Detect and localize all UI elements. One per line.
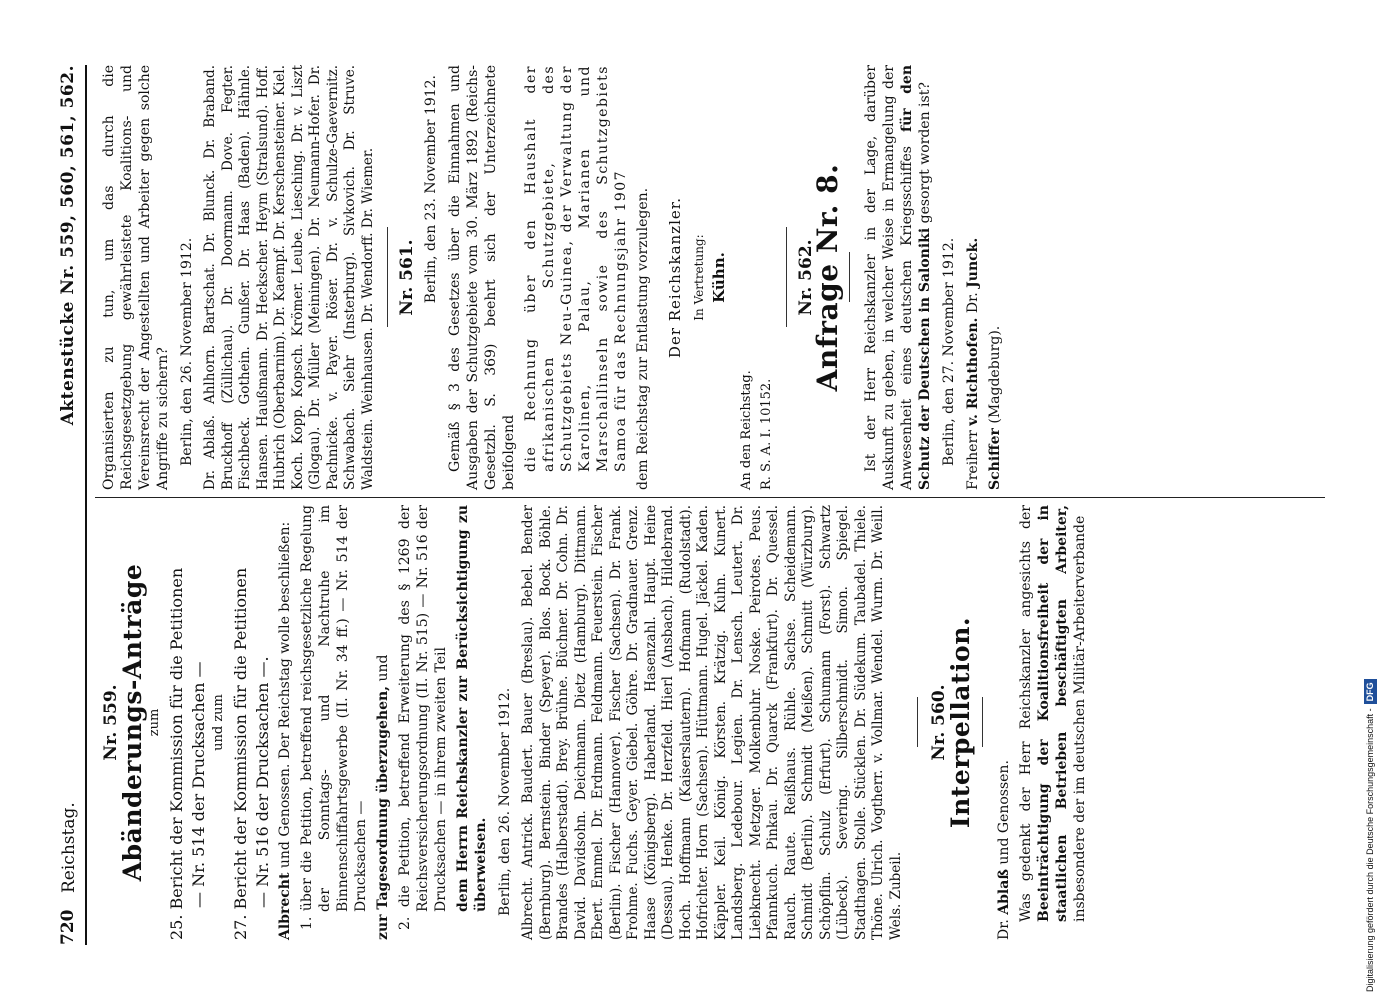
dfg-logo: DFG xyxy=(1364,679,1377,704)
motion-point-2-resolution: dem Herrn Reichskanzler zur Berücksichtigung zu überweisen. xyxy=(455,505,489,912)
paragraph-561: Gemäß § 3 des Gesetzes über die Einnahmen und Ausgaben der Schutzgebiete vom 30. März 1892 (Reichs-Gesetzbl. S. 369) beehrt sich der Unterzeichnete beifolgend xyxy=(447,65,517,490)
question-pre: Ist der Herr Reichskanzler in der Lage, darüber Auskunft zu geben, in welcher Weise in Ermangelung der Anwesenheit eines deutschen Kriegsschiffes xyxy=(863,65,915,490)
sig-prefix: Freiherr xyxy=(965,425,981,490)
separator-rule xyxy=(387,228,388,328)
credit-text: Digitalisierung gefördert durch die Deutsche Forschungsgemeinschaft - xyxy=(1365,708,1375,992)
paragraph-561-tail: dem Reichstag zur Entlastung vorzulegen. xyxy=(635,187,651,490)
sig-name-3: Schiffer xyxy=(987,428,1003,490)
interpellation-bold: Beeinträchtigung der Koalitionsfreiheit der in staatlichen Betrieben beschäftigten Arbeiter, xyxy=(1036,505,1070,922)
section-number-560: Nr. 560. xyxy=(929,684,949,761)
motion-point-1-tail: und xyxy=(375,654,391,686)
sig-tail: (Magdeburg). xyxy=(987,325,1003,429)
interpellation-pre: Was gedenkt der Herr Reichskanzler angesichts der xyxy=(1018,505,1034,922)
motion-point-1-resolution xyxy=(374,505,392,940)
motion-author: Albrecht xyxy=(277,872,293,940)
date-560: Berlin, den 26. November 1912. xyxy=(179,237,195,466)
paragraph-561-spaced: die Rechnung über den Haushalt der afrikanischen Schutzgebiete, des Schutzgebiets Neu-Guinea, der Verwaltung der Karolinen, Palau, Marianen und Marschallinseln sowie des Schutzgebiets Samoa für das Rechnungsjahr 1907 xyxy=(523,65,629,472)
report-25-title: 25. Bericht der Kommission für die Petitionen xyxy=(167,567,186,940)
date-562: Berlin, den 27. November 1912. xyxy=(941,237,957,466)
question-bold: für den Schutz der Deutschen in Saloniki xyxy=(899,65,933,490)
separator-rule xyxy=(917,698,918,748)
separator-rule-short xyxy=(982,698,983,748)
report-25-reference: — Nr. 514 der Drucksachen — xyxy=(189,661,208,908)
sig-name-1: v. Richthofen. xyxy=(965,317,981,426)
address-line-1: An den Reichstag. xyxy=(739,370,754,490)
motion-point-2-text: 2. die Petition, betreffend Erweiterung des § 1269 der Reichsversicherungsordnung (II. Nr. 515) — Nr. 516 der Drucksachen — in ihrem zweiten Teil xyxy=(397,505,449,930)
motion-point-2 xyxy=(396,505,450,940)
right-column xyxy=(96,65,1326,490)
page-header xyxy=(55,65,87,945)
section-heading-559: Abänderungs-Anträge xyxy=(118,563,147,882)
address-line-2: R. S. A. I. 10152. xyxy=(759,378,774,490)
connector-und-zum: und zum xyxy=(211,694,226,751)
section-number-561: Nr. 561. xyxy=(397,239,417,316)
signatories-562-line2 xyxy=(986,65,1004,490)
motion-intro-text: und Genossen. Der Reichstag wolle beschließen: xyxy=(277,521,293,873)
connector-zum: zum xyxy=(147,708,162,737)
signature-name: Kühn. xyxy=(710,252,728,303)
section-heading-562: Anfrage Nr. 8. xyxy=(811,163,844,392)
question-562 xyxy=(862,65,934,490)
signatories-559: Albrecht. Antrick. Baudert. Bauer (Breslau). Bebel. Bender (Bernburg). Bernstein. Binder (Speyer). Blos. Bock. Böhle. Brandes (Halberstadt). Brey. Brühne. Büchner. Dr. Cohn. Dr. David. Davidsohn. Deichmann. Dietz (Hamburg). Dittmann. Ebert. Emmel. Dr. Erdmann. Feldmann. Feuerstein. Fischer (Berlin). Fischer (Hannover). Fischer (Sachsen). Dr. Frank. Frohme. Fuchs. Geyer. Giebel. Göhre. Dr. Gradnauer. Grenz. Haase (Königsberg). Haberland. Hasenzahl. Haupt. Heine (Dessau). Henke. Dr. Herzfeld. Hierl (Ansbach). Hildebrand. Hoch. Hoffmann (Kaiserslautern). Hofmann (Rudolstadt). Hofrichter. Horn (Sachsen). Hüttmann. Hugel. Jäckel. Kaden. Käppler. Keil. König. Körsten. Krätzig. Kuhn. Kunert. Landsberg. Ledebour. Legien. Dr. Lensch. Leutert. Dr. Liebknecht. Metzger. Molkenbuhr. Noske. Peirotes. Peus. Pfannkuch. Pinkau. Dr. Quarck (Frankfurt). Dr. Quessel. Rauch. Raute. Reißhaus. Rühle. Sachse. Scheidemann. Schmidt (Berlin). Schmidt (Meißen). Schmitt (Würzburg). Schöpflin. Schulz (Erfurt). Schumann (Forst). Schwartz (Lübeck). Severing. Silberschmidt. Simon. Spiegel. Stadthagen. Stolle. Stücklen. Dr. Südekum. Taubadel. Thiele. Thöne. Ulrich. Vogtherr. v. Vollmar. Wendel. Wurm. Dr. Weill. Wels. Zubeil. xyxy=(520,505,904,940)
left-column xyxy=(96,505,1326,940)
signature-deputy-label: In Vertretung: xyxy=(692,234,706,321)
section-number-559: Nr. 559. xyxy=(101,684,121,761)
interpellation-post: insbesondere der im deutschen Militär-Arbeiterverbande xyxy=(1072,515,1088,922)
page-number: 720 xyxy=(58,909,78,945)
signatories-562 xyxy=(964,65,982,490)
report-27-title: 27. Bericht der Kommission für die Petitionen xyxy=(231,567,250,940)
motion-point-1-bold: zur Tagesordnung überzugehen, xyxy=(375,685,391,940)
section-number-562: Nr. 562. xyxy=(796,239,816,316)
motion-point-1-text: 1. über die Petition, betreffend reichsgesetzliche Regelung der Sonntags- und Nachtruhe im Binnenschiffahrtsgewerbe (II. Nr. 34 ff.) — Nr. 514 der Drucksachen — xyxy=(299,505,369,930)
organization-name: Reichstag. xyxy=(59,802,79,893)
page-title: Aktenstücke Nr. 559, 560, 561, 562. xyxy=(58,65,78,426)
title-dr: Dr. xyxy=(996,914,1012,940)
signature-title: Der Reichskanzler. xyxy=(666,196,684,359)
motion-intro xyxy=(276,505,294,940)
question-post: gesorgt worden ist? xyxy=(917,82,933,228)
separator-rule-short xyxy=(849,253,850,303)
interpellation-author xyxy=(995,505,1013,940)
digitization-credit xyxy=(1357,8,1383,992)
interpellation-continuation: Organisierten zu tun, um das durch die Reichsgesetzgebung gewährleistete Koalitions- und Vereinsrecht der Angestellten und Arbeiter gegen solche Angriffe zu sichern? xyxy=(101,65,171,490)
separator-rule xyxy=(786,228,787,328)
date-559: Berlin, den 26. November 1912. xyxy=(497,687,513,916)
report-27-reference: — Nr. 516 der Drucksachen —. xyxy=(253,656,272,908)
sig-mid: Dr. xyxy=(965,287,981,318)
section-heading-560: Interpellation. xyxy=(946,616,975,829)
signatories-560: Dr. Ablaß. Ahlhorn. Bartschat. Dr. Blunck. Dr. Braband. Bruckhoff (Züllichau). Dr. Doormann. Dove. Fegter. Fischbeck. Gothein. Gunßer. Dr. Haas (Baden). Hähnle. Hansen. Haußmann. Dr. Heckscher. Heym (Stralsund). Hoff. Hubrich (Oberbarnim). Dr. Kaempf. Dr. Kerschensteiner. Kiel. Koch. Kopp. Kopsch. Krömer. Leube. Liesching. Dr. v. Liszt (Glogau). Dr. Müller (Meiningen). Dr. Neumann-Hofer. Dr. Pachnicke. v. Payer. Röser. Dr. v. Schulze-Gaevernitz. Schwabach. Siehr (Insterburg). Sivkovich. Dr. Struve. Waldstein. Weinhausen. Dr. Wendorff. Dr. Wiemer. xyxy=(202,65,376,490)
interpellation-text xyxy=(1017,505,1089,940)
author-name: Ablaß xyxy=(996,869,1012,915)
author-tail: und Genossen. xyxy=(996,760,1012,870)
sig-name-2: Junck. xyxy=(965,237,981,288)
motion-point-1 xyxy=(298,505,370,940)
column-divider xyxy=(95,497,1325,498)
date-561: Berlin, den 23. November 1912. xyxy=(423,75,439,304)
